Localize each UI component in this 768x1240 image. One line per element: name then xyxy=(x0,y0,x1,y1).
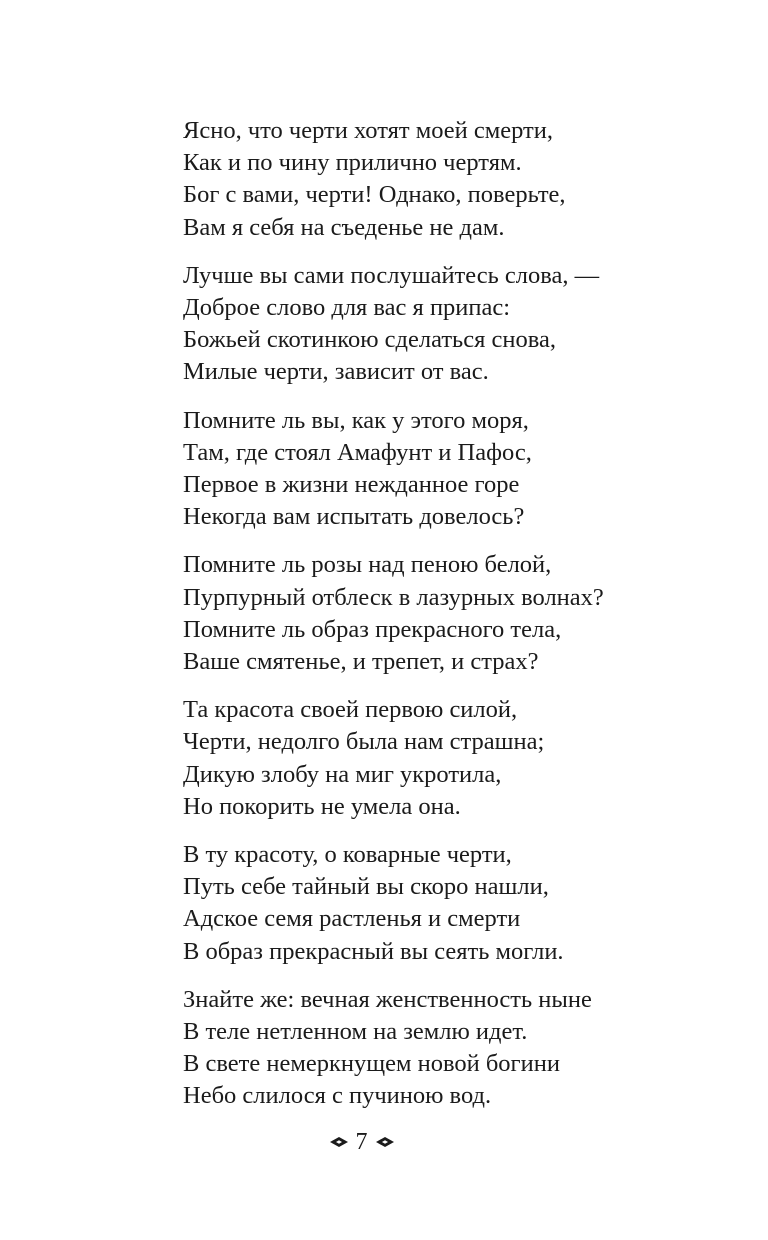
verse-line: Небо слилося с пучиною вод. xyxy=(183,1082,492,1110)
verse-line: Но покорить не умела она. xyxy=(183,792,461,820)
stanza-4 xyxy=(183,549,743,678)
verse-line: Помните ль вы, как у этого моря, xyxy=(183,406,529,434)
verse-line: Ваше смятенье, и трепет, и страх? xyxy=(183,648,539,676)
verse-line: Та красота своей первою силой, xyxy=(183,696,518,724)
verse-line: В свете немеркнущем новой богини xyxy=(183,1050,560,1078)
stanza-7 xyxy=(183,984,743,1113)
verse-line: Вам я себя на съеденье не дам. xyxy=(183,213,505,241)
verse-line: Доброе слово для вас я припас: xyxy=(183,294,511,322)
verse-line: Помните ль образ прекрасного тела, xyxy=(183,615,562,643)
verse-line: Как и по чину прилично чертям. xyxy=(183,149,522,177)
stanza-6 xyxy=(183,839,743,968)
verse-line: Черти, недолго была нам страшна; xyxy=(183,728,545,756)
verse-line: В теле нетленном на землю идет. xyxy=(183,1018,528,1046)
verse-line: Помните ль розы над пеною белой, xyxy=(183,551,552,579)
page-footer xyxy=(0,1126,723,1158)
verse-line: В образ прекрасный вы сеять могли. xyxy=(183,937,564,965)
diamond-arrow-ornament-icon xyxy=(330,1136,348,1148)
stanza-2 xyxy=(183,260,743,389)
verse-line: Некогда вам испытать довелось? xyxy=(183,503,525,531)
verse-line: Божьей скотинкою сделаться снова, xyxy=(183,326,556,354)
verse-line: Лучше вы сами послушайтесь слова, — xyxy=(183,261,600,289)
diamond-arrow-ornament-icon xyxy=(376,1136,394,1148)
verse-line: Милые черти, зависит от вас. xyxy=(183,358,489,386)
verse-line: Бог с вами, черти! Однако, поверьте, xyxy=(183,181,566,209)
page-number: 7 xyxy=(355,1129,368,1155)
verse-line: Адское семя растленья и смерти xyxy=(183,905,521,933)
verse-line: Путь себе тайный вы скоро нашли, xyxy=(183,873,549,901)
stanza-3 xyxy=(183,405,743,534)
verse-line: Там, где стоял Амафунт и Пафос, xyxy=(183,438,532,466)
verse-line: Знайте же: вечная женственность ныне xyxy=(183,985,592,1013)
verse-line: Первое в жизни нежданное горе xyxy=(183,471,520,499)
verse-line: Пурпурный отблеск в лазурных волнах? xyxy=(183,583,604,611)
verse-line: Ясно, что черти хотят моей смерти, xyxy=(183,117,553,144)
verse-line: В ту красоту, о коварные черти, xyxy=(183,841,512,869)
stanza-5 xyxy=(183,694,743,823)
stanza-1 xyxy=(183,115,743,244)
poem-text xyxy=(183,115,743,1129)
verse-line: Дикую злобу на миг укротила, xyxy=(183,760,502,788)
